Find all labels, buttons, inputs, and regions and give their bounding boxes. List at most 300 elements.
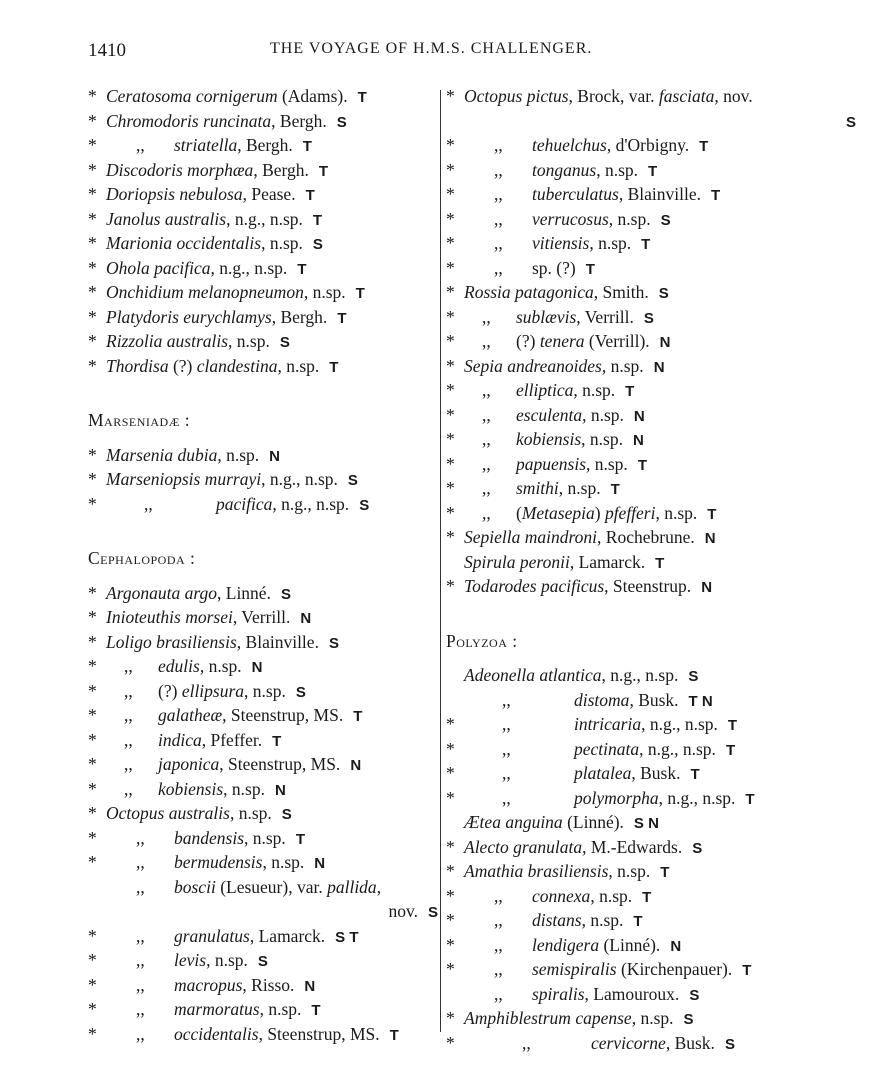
ditto-mark: ,, — [502, 787, 511, 808]
taxon-name: occidentalis — [174, 1023, 259, 1044]
taxon-name: Discodoris morphæa — [106, 159, 254, 180]
species-name — [158, 654, 262, 681]
species-name — [106, 109, 347, 136]
new-record-mark: * — [88, 754, 97, 774]
station-code: N — [632, 432, 644, 449]
taxon-name: Ohola pacifica — [106, 257, 211, 278]
authority: , Bergh. — [237, 135, 293, 155]
species-name — [174, 1022, 399, 1049]
new-record-mark: * — [88, 925, 97, 946]
new-record-mark: * — [446, 429, 455, 449]
species-entry — [446, 525, 856, 550]
ditto-mark: ,, — [502, 763, 511, 783]
species-entry — [88, 777, 438, 802]
taxon-name: Inioteuthis morsei — [106, 607, 233, 627]
new-record-mark: * — [88, 999, 97, 1019]
species-entry — [446, 207, 856, 232]
new-record-mark: * — [446, 527, 455, 547]
taxon-name: Platydoris eurychlamys — [106, 306, 272, 327]
species-name — [106, 605, 311, 632]
new-record-mark: * — [88, 469, 97, 489]
species-entry — [446, 859, 856, 884]
new-record-mark: * — [446, 282, 455, 302]
authority: , Brock, var. — [568, 86, 659, 106]
new-record-mark: * — [446, 910, 455, 930]
new-record-mark: * — [446, 714, 455, 734]
authority: (Lesueur), var. — [215, 876, 328, 897]
species-name — [591, 1031, 735, 1058]
ditto-mark: ,, — [124, 729, 133, 750]
species-entry — [88, 924, 438, 949]
taxon-name: Doriopsis nebulosa — [106, 184, 243, 204]
species-entry — [446, 810, 856, 835]
ditto-mark: ,, — [502, 689, 511, 710]
taxon-name: macropus — [174, 974, 243, 995]
column-divider — [440, 90, 441, 1032]
ditto-mark: ,, — [144, 493, 153, 514]
new-record-mark: * — [446, 1032, 455, 1053]
species-entry — [88, 256, 438, 281]
species-entry — [446, 280, 856, 305]
species-entry — [446, 182, 856, 207]
station-code: T — [742, 962, 752, 979]
species-name — [516, 378, 634, 405]
station-code: T — [305, 187, 315, 204]
authority: , Lamarck. — [249, 925, 326, 946]
taxon-name: granulatus — [174, 925, 250, 946]
ditto-mark: ,, — [482, 306, 491, 327]
taxon-name: Octopus pictus — [464, 86, 569, 106]
authority: , Busk. — [631, 763, 681, 783]
station-code: S — [643, 309, 654, 327]
taxon-name: Octopus australis — [106, 803, 230, 823]
species-name — [574, 712, 737, 739]
species-name — [574, 737, 735, 764]
authority: , n.g., n.sp. — [210, 257, 288, 278]
species-entry — [88, 948, 438, 973]
species-entry — [88, 703, 438, 728]
authority: , Smith. — [593, 282, 649, 302]
new-record-mark: * — [446, 208, 455, 229]
species-entry — [88, 605, 438, 630]
authority: , n.g., n.sp. — [272, 493, 350, 514]
new-record-mark: * — [88, 493, 97, 514]
new-record-mark: * — [446, 184, 455, 204]
taxon-name: Rossia patagonica — [464, 282, 594, 302]
authority: , Steenstrup, MS. — [219, 754, 341, 774]
species-name — [464, 1006, 694, 1033]
taxon-name: boscii — [174, 876, 216, 897]
taxon-name: esculenta — [516, 404, 583, 425]
ditto-mark: ,, — [124, 754, 133, 774]
species-name — [106, 581, 291, 608]
authority: , n.sp. — [586, 453, 628, 474]
ditto-mark: ,, — [124, 778, 133, 799]
species-entry — [446, 231, 856, 256]
station-code: T — [318, 162, 329, 180]
station-code: N — [701, 579, 713, 596]
ditto-mark: ,, — [494, 184, 503, 204]
species-name — [516, 476, 620, 503]
authority: , n.g., n.sp. — [639, 738, 716, 759]
taxon-name: Amphiblestrum capense — [464, 1008, 632, 1028]
new-record-mark: * — [88, 306, 97, 327]
authority: , Pease. — [242, 184, 296, 204]
taxon-name: tuberculatus — [532, 184, 619, 204]
taxon-name: indica — [158, 729, 202, 750]
taxon-name: spiralis — [532, 983, 585, 1004]
new-record-mark: * — [88, 974, 97, 995]
new-record-mark: * — [446, 135, 455, 155]
taxon-name: elliptica — [516, 380, 574, 400]
spacer — [88, 516, 438, 546]
species-entry — [88, 973, 438, 998]
authority: (Linné). — [599, 934, 661, 955]
new-record-mark: * — [446, 763, 455, 783]
taxon-name: Chromodoris runcinata — [106, 110, 272, 131]
ditto-mark: ,, — [124, 656, 133, 676]
new-record-mark: * — [446, 1008, 455, 1028]
species-entry — [446, 550, 856, 575]
taxon-name: marmoratus — [174, 999, 260, 1019]
species-entry — [88, 752, 438, 777]
species-name — [464, 354, 665, 381]
station-code: S — [688, 668, 699, 685]
new-record-mark: * — [88, 331, 97, 351]
authority: , Verrill. — [576, 306, 634, 327]
species-name — [464, 550, 664, 577]
station-code: S — [295, 683, 306, 701]
station-code: T — [337, 309, 347, 327]
spacer — [88, 433, 438, 443]
new-record-mark: * — [88, 184, 97, 204]
taxon-name: pacifica — [216, 493, 273, 514]
species-name — [174, 826, 305, 853]
species-name — [532, 256, 595, 283]
station-code: S — [692, 839, 703, 857]
species-entry — [446, 884, 856, 909]
taxon-name: verrucosus — [532, 208, 609, 229]
ditto-mark: ,, — [494, 959, 503, 979]
species-entry — [88, 850, 438, 875]
taxon-name: Ætea anguina — [464, 812, 563, 832]
authority: , n.sp. — [244, 827, 286, 848]
taxon-name: Ceratosoma cornigerum — [106, 86, 278, 106]
spacer — [446, 653, 856, 663]
authority: , n.sp. — [303, 282, 346, 302]
station-code: S — [845, 113, 856, 131]
new-record-mark: * — [446, 453, 455, 474]
authority: , n.g., n.sp. — [658, 787, 736, 808]
ditto-mark: ,, — [136, 925, 145, 946]
ditto-mark: ,, — [136, 974, 145, 995]
species-entry — [88, 492, 438, 517]
species-entry — [446, 256, 856, 281]
species-name — [106, 256, 306, 283]
authority: , n.sp. — [259, 999, 302, 1019]
station-code: T — [302, 138, 312, 155]
authority: (Kirchenpauer). — [616, 959, 733, 979]
species-entry — [88, 801, 438, 826]
new-record-mark: * — [88, 729, 97, 750]
authority: , n.sp. — [573, 380, 616, 400]
authority: , M.-Edwards. — [582, 836, 683, 857]
taxon-name: connexa — [532, 885, 591, 906]
authority: , n.sp. — [223, 778, 265, 799]
new-record-mark: * — [88, 631, 97, 652]
species-entry — [88, 1022, 438, 1047]
station-code: N — [300, 610, 312, 627]
authority-secondary: , n.sp. — [277, 355, 320, 376]
species-name — [174, 850, 325, 877]
taxon-name: Marionia occidentalis — [106, 233, 262, 253]
taxon-name: Alecto granulata — [464, 836, 583, 857]
new-record-mark: * — [88, 656, 97, 676]
ditto-mark: ,, — [494, 934, 503, 955]
right-column — [446, 84, 856, 1055]
species-entry — [88, 329, 438, 354]
new-record-mark: * — [446, 257, 455, 278]
species-name — [106, 231, 323, 258]
ditto-mark: ,, — [482, 502, 491, 523]
new-record-mark: * — [446, 502, 455, 523]
species-name — [532, 908, 643, 935]
station-code: T — [357, 89, 367, 106]
ditto-mark: ,, — [136, 999, 145, 1019]
taxon-name: edulis — [158, 656, 200, 676]
species-name — [516, 452, 647, 479]
authority: , n.sp. — [582, 404, 624, 425]
new-record-mark: * — [446, 836, 455, 857]
station-code: S — [281, 806, 292, 823]
station-code: T — [707, 505, 717, 523]
species-entry — [446, 786, 856, 811]
species-entry — [88, 84, 438, 109]
species-entry — [88, 654, 438, 679]
species-entry — [446, 403, 856, 428]
species-entry — [88, 826, 438, 851]
species-entry — [88, 467, 438, 492]
station-code: N — [274, 781, 286, 799]
ditto-mark: ,, — [494, 885, 503, 906]
species-name — [158, 728, 281, 755]
taxon-name: tonganus — [532, 159, 597, 180]
authority: , Busk. — [665, 1032, 715, 1053]
ditto-mark: ,, — [136, 135, 145, 155]
ditto-mark: ,, — [482, 331, 491, 351]
station-code: N — [670, 937, 682, 955]
ditto-mark: ,, — [136, 1023, 145, 1044]
species-entry — [88, 109, 438, 134]
taxon-name: polymorpha — [574, 787, 659, 808]
authority: , n.g., n.sp. — [261, 469, 338, 489]
species-entry — [446, 1006, 856, 1031]
new-record-mark: * — [446, 885, 455, 906]
authority: , Pfeffer. — [201, 729, 263, 750]
species-name — [464, 574, 712, 601]
new-record-mark: * — [88, 803, 97, 823]
taxon-name: ellipsura — [181, 680, 245, 701]
species-name — [464, 859, 669, 886]
station-code: T — [727, 717, 738, 734]
taxon-name: Adeonella atlantica — [464, 665, 602, 685]
name-prefix: (?) — [516, 331, 540, 351]
taxon-name-secondary: clandestina — [196, 355, 278, 376]
species-name — [532, 133, 708, 160]
new-record-mark: * — [88, 778, 97, 799]
species-name — [532, 231, 650, 258]
species-name — [464, 84, 753, 109]
section-heading — [88, 408, 438, 433]
new-record-mark: * — [88, 582, 97, 603]
station-code: N — [653, 358, 665, 376]
new-record-mark: * — [446, 355, 455, 376]
species-name — [106, 467, 358, 494]
authority: , n.sp. — [228, 331, 270, 351]
taxon-name: japonica — [158, 754, 220, 774]
station-code: S — [312, 236, 323, 253]
name-prefix: sp. (?) — [532, 257, 576, 278]
taxon-name: kobiensis — [516, 429, 582, 449]
taxon-name: pectinata — [574, 738, 640, 759]
species-entry — [88, 581, 438, 606]
ditto-mark: ,, — [494, 257, 503, 278]
new-record-mark: * — [88, 135, 97, 155]
taxon-name: distoma — [574, 689, 630, 710]
taxon-name: smithi — [516, 478, 559, 498]
spacer — [88, 378, 438, 408]
species-name — [464, 810, 659, 837]
species-entry — [446, 908, 856, 933]
new-record-mark: * — [446, 331, 455, 351]
authority: , Lamarck. — [569, 551, 646, 572]
authority-secondary: , n.sp. — [655, 502, 698, 523]
authority: , n.sp. — [608, 861, 651, 881]
taxon-name: galatheæ — [158, 705, 223, 725]
authority: , n.sp. — [596, 159, 638, 180]
ditto-mark: ,, — [124, 680, 133, 701]
species-entry — [88, 997, 438, 1022]
species-name — [532, 957, 751, 984]
ditto-mark: ,, — [136, 852, 145, 872]
taxon-name: Todarodes pacificus — [464, 576, 605, 596]
authority: , Rochebrune. — [597, 527, 695, 547]
authority: , n.sp. — [206, 950, 248, 970]
authority: , n.sp. — [558, 478, 601, 498]
name-prefix: (?) — [158, 680, 182, 701]
authority: , n.sp. — [217, 444, 260, 465]
station-code: S — [724, 1035, 735, 1053]
species-entry — [446, 574, 856, 599]
taxon-name: Loligo brasiliensis — [106, 631, 237, 652]
species-name — [174, 924, 359, 951]
station-code: T — [311, 1002, 321, 1019]
authority: , Busk. — [629, 689, 679, 710]
species-name — [106, 84, 367, 111]
authority: , Steenstrup, MS. — [222, 705, 344, 725]
authority-secondary: , — [376, 876, 382, 897]
new-record-mark: * — [88, 257, 97, 278]
species-name — [532, 182, 720, 209]
station-code: T — [655, 554, 665, 572]
station-code: T — [637, 456, 647, 474]
station-code: S — [427, 904, 438, 921]
species-entry — [446, 378, 856, 403]
station-code: T — [648, 162, 658, 180]
station-code: T — [725, 741, 736, 759]
species-name — [574, 688, 713, 715]
new-record-mark: * — [88, 233, 97, 253]
species-entry — [446, 476, 856, 501]
taxon-name: Marsenia dubia — [106, 444, 218, 465]
station-code: N — [304, 977, 316, 995]
species-entry — [446, 452, 856, 477]
species-name — [464, 663, 698, 690]
species-name — [532, 884, 651, 911]
station-code: N — [269, 447, 280, 465]
station-code: S — [658, 285, 669, 302]
ditto-mark: ,, — [136, 950, 145, 970]
authority: , n.sp. — [590, 885, 633, 906]
station-code: T — [355, 285, 365, 302]
ditto-mark: ,, — [494, 135, 503, 155]
taxon-name: Spirula peronii — [464, 551, 570, 572]
ditto-mark: ,, — [494, 233, 503, 253]
species-name — [532, 982, 699, 1009]
ditto-mark: ,, — [124, 705, 133, 725]
species-name — [174, 973, 315, 1000]
species-entry — [88, 354, 438, 379]
species-name — [516, 305, 654, 332]
authority: , n.g., n.sp. — [641, 714, 718, 734]
species-entry — [446, 427, 856, 452]
new-record-mark: * — [88, 444, 97, 465]
station-code: N — [633, 407, 645, 425]
taxon-name: papuensis — [516, 453, 586, 474]
ditto-mark: ,, — [136, 876, 145, 897]
new-record-mark: * — [446, 233, 455, 253]
ditto-mark: ,, — [482, 429, 491, 449]
species-entry — [88, 443, 438, 468]
species-name — [516, 403, 645, 430]
station-code: T — [690, 766, 700, 783]
taxon-name: cervicorne — [591, 1032, 666, 1053]
section-heading-text: Polyzoa : — [446, 630, 518, 651]
authority: , n.sp. — [244, 680, 286, 701]
authority: , n.sp. — [601, 355, 644, 376]
new-record-mark: * — [88, 827, 97, 848]
species-entry — [88, 630, 438, 655]
station-code: T — [745, 790, 755, 808]
species-name — [106, 801, 292, 828]
station-code: T — [295, 830, 305, 848]
new-record-mark: * — [88, 1023, 97, 1044]
station-code: T — [660, 864, 670, 881]
ditto-mark: ,, — [494, 159, 503, 180]
station-code: T — [711, 187, 721, 204]
new-record-mark: * — [446, 404, 455, 425]
authority: , n.g., n.sp. — [226, 208, 303, 229]
taxon-name: platalea — [574, 763, 632, 783]
species-entry — [88, 182, 438, 207]
species-entry — [446, 982, 856, 1007]
ditto-mark: ,, — [522, 1032, 531, 1053]
species-name — [106, 329, 290, 356]
new-record-mark: * — [88, 110, 97, 131]
taxon-name: Amathia brasiliensis — [464, 861, 609, 881]
species-name — [158, 777, 286, 804]
continuation — [388, 899, 438, 926]
